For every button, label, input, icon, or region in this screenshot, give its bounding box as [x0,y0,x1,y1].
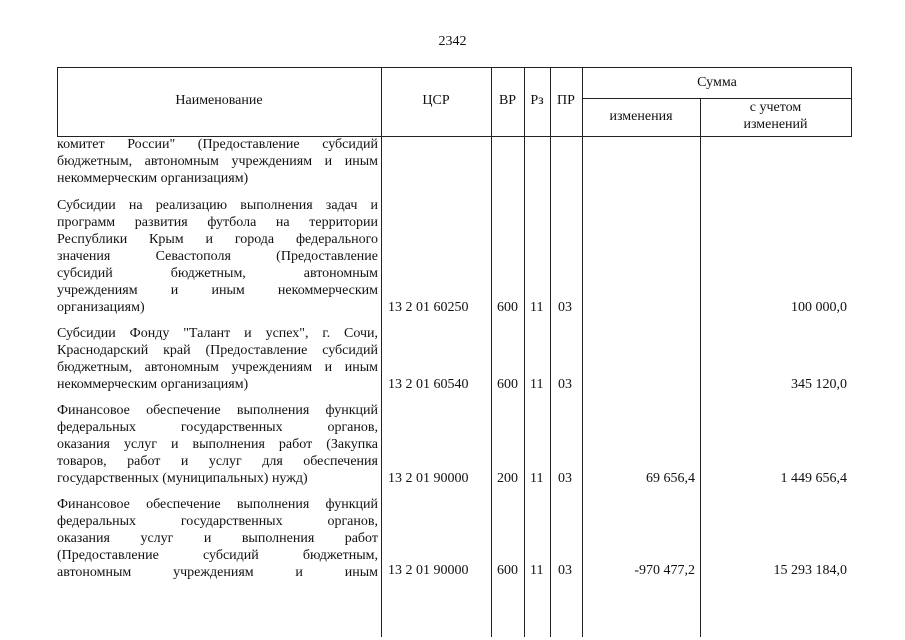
border-name-csr [381,67,382,637]
row-pr: 03 [558,300,572,315]
row-change: 69 656,4 [646,471,695,486]
row-name-line: комитет России" (Предоставление субсидий [57,137,378,152]
page-number: 2342 [438,34,467,49]
row-vr: 600 [497,377,518,392]
row-total: 100 000,0 [791,300,847,315]
border-rz-pr [550,67,551,637]
row-csr: 13 2 01 60250 [388,300,469,315]
header-with-change-1: с учетом [749,100,802,115]
row-name-line: субсидий бюджетным, автономным [57,266,378,281]
row-name-line: Краснодарский край (Предоставление субсидий [57,343,378,358]
row-rz: 11 [530,471,544,486]
row-csr: 13 2 01 60540 [388,377,469,392]
border-vr-rz [524,67,525,637]
header-vr: ВР [498,93,517,108]
row-change: -970 477,2 [634,563,695,578]
row-name-line: оказания услуг и выполнения работ [57,531,378,546]
row-csr: 13 2 01 90000 [388,563,469,578]
row-rz: 11 [530,377,544,392]
row-total: 1 449 656,4 [780,471,847,486]
header-pr: ПР [557,93,575,108]
border-csr-vr [491,67,492,637]
row-name-line: государственных (муниципальных) нужд) [57,471,308,486]
row-name-line: автономным учреждениям и иным [57,565,378,580]
row-total: 15 293 184,0 [773,563,847,578]
border-sum-sub [582,98,852,99]
row-total: 345 120,0 [791,377,847,392]
row-name-line: Субсидии Фонду "Талант и успех", г. Сочи, [57,326,378,341]
row-vr: 600 [497,300,518,315]
row-name-line: организациям) [57,300,145,315]
row-rz: 11 [530,300,544,315]
row-name-line: федеральных государственных органов, [57,514,378,529]
row-vr: 600 [497,563,518,578]
header-with-change-2: изменений [743,117,808,132]
row-name-line: Финансовое обеспечение выполнения функций [57,497,378,512]
row-name-line: учреждениям и иным некоммерческим [57,283,378,298]
row-name-line: значения Севастополя (Предоставление [57,249,378,264]
row-name-line: оказания услуг и выполнения работ (Закупка [57,437,378,452]
row-name-line: программ развития футбола на территории [57,215,378,230]
row-name-line: некоммерческим организациям) [57,171,249,186]
budget-table [57,67,852,637]
row-name-line: (Предоставление субсидий бюджетным, [57,548,378,563]
row-name-line: федеральных государственных органов, [57,420,378,435]
row-pr: 03 [558,377,572,392]
row-name-line: Финансовое обеспечение выполнения функций [57,403,378,418]
header-change: изменения [609,109,673,124]
row-vr: 200 [497,471,518,486]
row-name-line: товаров, работ и услуг для обеспечения [57,454,378,469]
row-name-line: Республики Крым и города федерального [57,232,378,247]
header-rz: Рз [530,93,544,108]
border-change-total [700,98,701,637]
header-sum: Сумма [697,75,737,90]
row-rz: 11 [530,563,544,578]
row-name-line: некоммерческим организациям) [57,377,249,392]
header-name: Наименование [175,93,263,108]
border-top [57,67,852,68]
row-csr: 13 2 01 90000 [388,471,469,486]
row-pr: 03 [558,563,572,578]
header-csr: ЦСР [422,93,450,108]
row-pr: 03 [558,471,572,486]
row-name-line: бюджетным, автономным учреждениям и иным [57,154,378,169]
row-name-line: Субсидии на реализацию выполнения задач и [57,198,378,213]
row-name-line: бюджетным, автономным учреждениям и иным [57,360,378,375]
border-pr-sum [582,67,583,637]
